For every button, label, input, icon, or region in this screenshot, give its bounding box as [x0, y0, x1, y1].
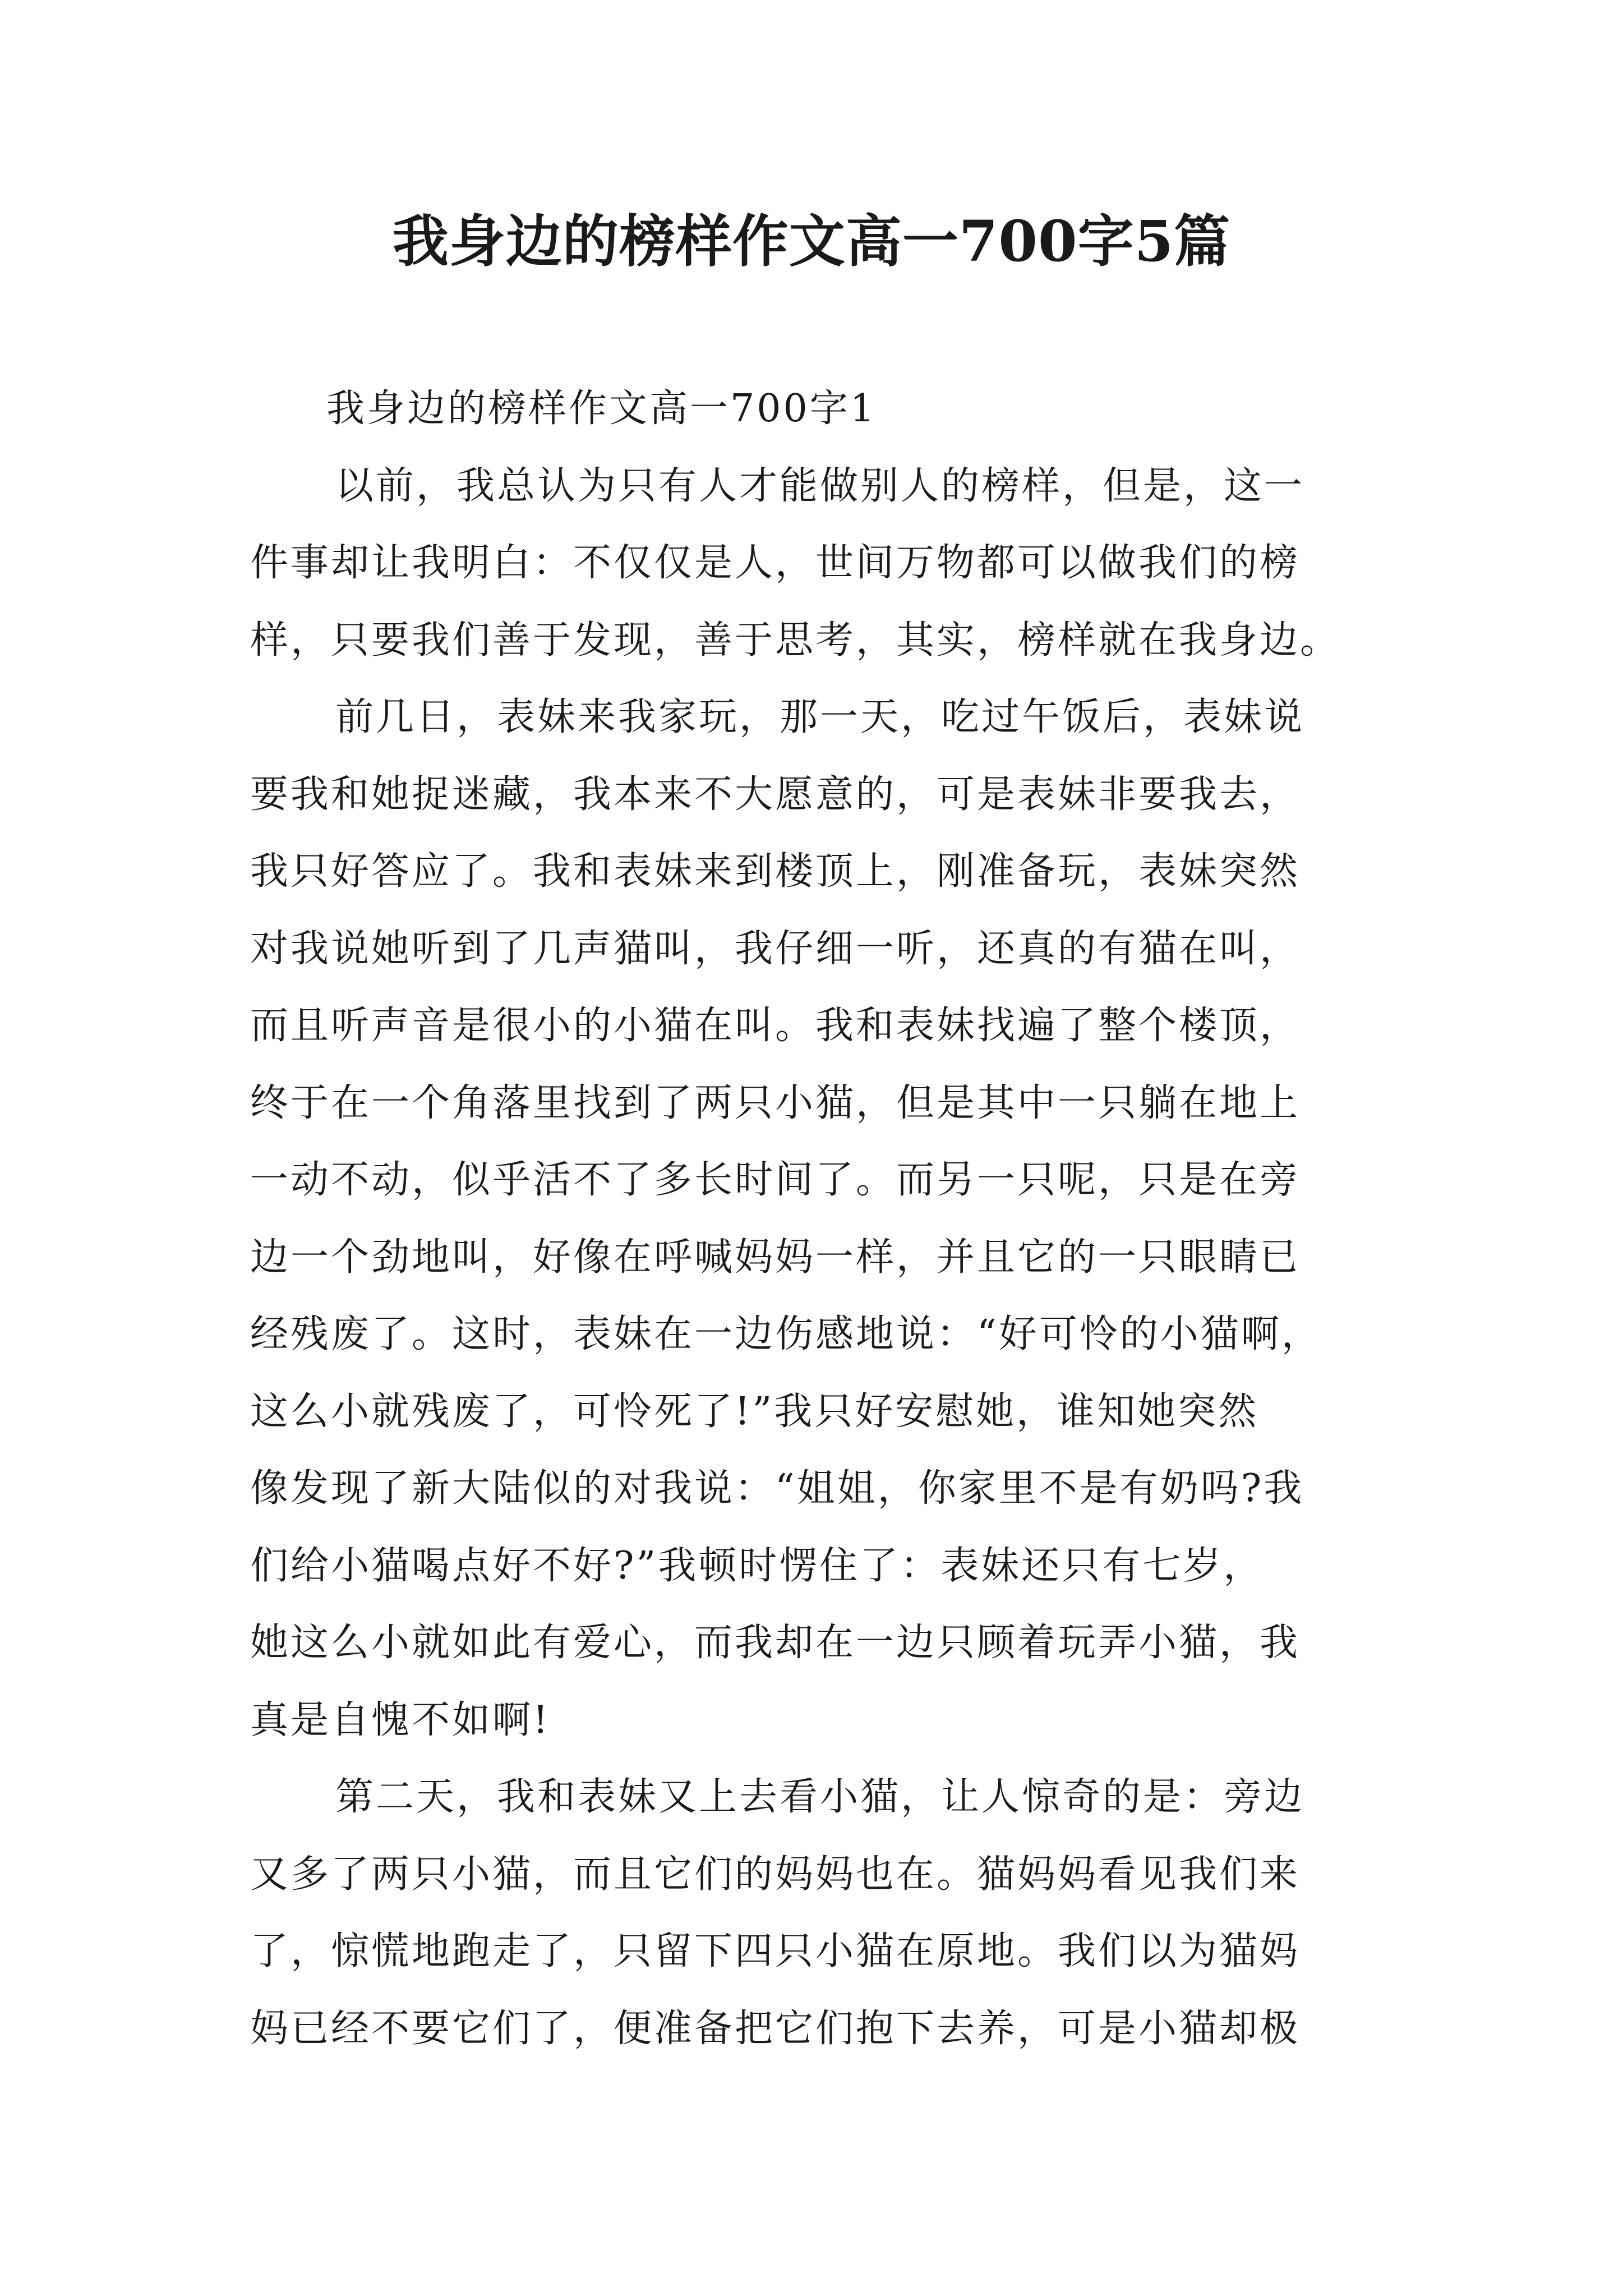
text-line: 第二天，我和表妹又上去看小猫，让人惊奇的是：旁边	[335, 1775, 1305, 1819]
text-line: 她这么小就如此有爱心，而我却在一边只顾着玩弄小猫，我	[250, 1621, 1301, 1665]
paragraph	[250, 679, 1383, 1759]
text-line: 我只好答应了。我和表妹来到楼顶上，刚准备玩，表妹突然	[250, 849, 1301, 894]
text-line: 前几日，表妹来我家玩，那一天，吃过午饭后，表妹说	[335, 695, 1305, 739]
text-line: 又多了两只小猫，而且它们的妈妈也在。猫妈妈看见我们来	[250, 1852, 1301, 1897]
document-body	[250, 370, 1383, 2067]
text-line: 而且听声音是很小的小猫在叫。我和表妹找遍了整个楼顶，	[250, 1004, 1301, 1048]
text-line: 像发现了新大陆似的对我说：“姐姐，你家里不是有奶吗?我	[250, 1466, 1304, 1511]
text-line: 对我说她听到了几声猫叫，我仔细一听，还真的有猫在叫，	[250, 926, 1301, 971]
text-line: 真是自愧不如啊!	[250, 1697, 551, 1742]
text-line: 件事却让我明白：不仅仅是人，世间万物都可以做我们的榜	[250, 541, 1301, 585]
text-line: 们给小猫喝点好不好?”我顿时愣住了：表妹还只有七岁，	[250, 1543, 1264, 1588]
section-heading: 我身边的榜样作文高一700字1	[326, 386, 877, 431]
paragraph	[250, 448, 1383, 679]
paragraph	[250, 1759, 1383, 2067]
document-title: 我身边的榜样作文高一700字5篇	[392, 208, 1231, 274]
text-line: 边一个劲地叫，好像在呼喊妈妈一样，并且它的一只眼睛已	[250, 1235, 1301, 1280]
text-line: 妈已经不要它们了，便准备把它们抱下去养，可是小猫却极	[250, 2006, 1301, 2051]
text-line: 样，只要我们善于发现，善于思考，其实，榜样就在我身边。	[250, 618, 1341, 662]
text-line: 这么小就残废了，可怜死了!”我只好安慰她，谁知她突然	[250, 1389, 1259, 1434]
text-line: 要我和她捉迷藏，我本来不大愿意的，可是表妹非要我去，	[250, 772, 1301, 817]
text-line: 一动不动，似乎活不了多长时间了。而另一只呢，只是在旁	[250, 1158, 1301, 1202]
text-line: 经残废了。这时，表妹在一边伤感地说：“好可怜的小猫啊，	[250, 1312, 1322, 1356]
text-line: 了，惊慌地跑走了，只留下四只小猫在原地。我们以为猫妈	[250, 1929, 1301, 1973]
text-line: 终于在一个角落里找到了两只小猫，但是其中一只躺在地上	[250, 1080, 1301, 1125]
text-line: 以前，我总认为只有人才能做别人的榜样，但是，这一	[335, 463, 1305, 508]
